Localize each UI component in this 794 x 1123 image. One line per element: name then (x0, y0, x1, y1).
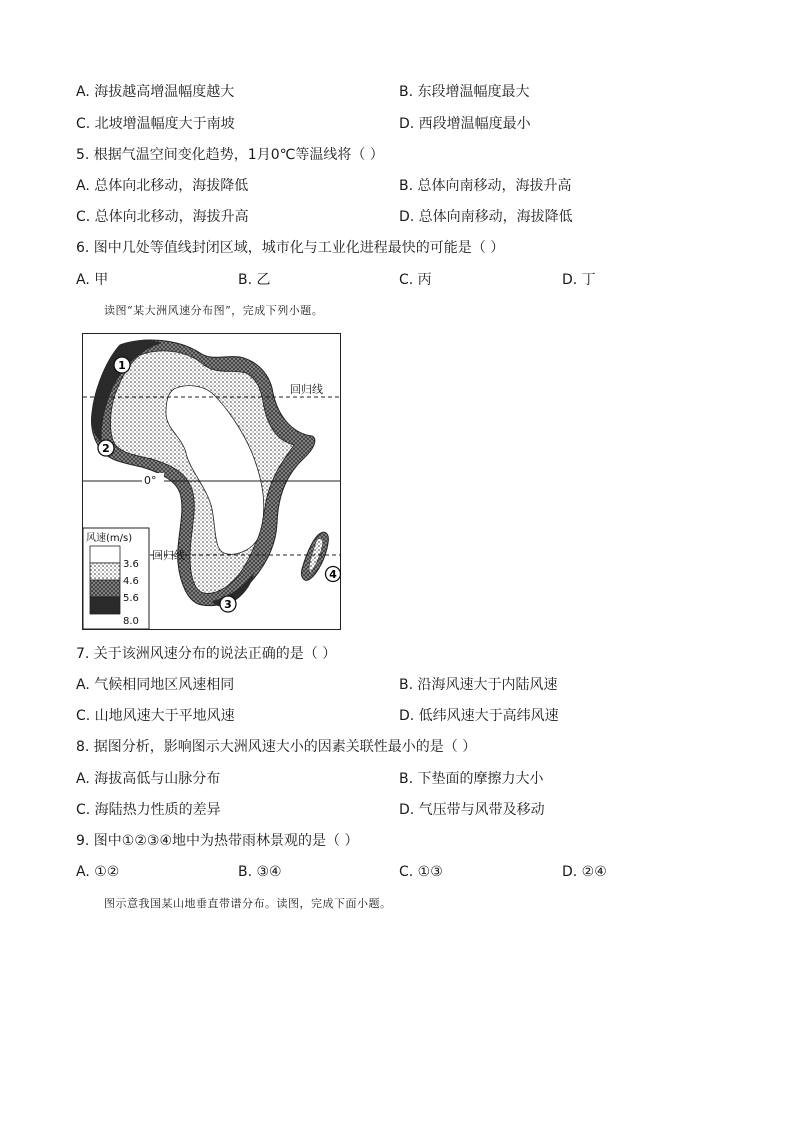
marker-3 (220, 596, 236, 612)
map-legend (83, 528, 149, 629)
q9-option-d: D. ②④ (562, 864, 607, 880)
legend-value-2: 4.6 (123, 576, 139, 587)
q8-option-a: A. 海拔高低与山脉分布 (76, 771, 221, 787)
equator-label: 0° (144, 474, 157, 487)
q9-stem: 9. 图中①②③④地中为热带雨林景观的是（ ） (76, 833, 359, 849)
q6-option-c: C. 丙 (399, 272, 432, 288)
marker-2 (98, 440, 114, 456)
q6-option-a: A. 甲 (76, 272, 109, 288)
q5-option-a: A. 总体向北移动，海拔降低 (76, 178, 249, 194)
q5-stem: 5. 根据气温空间变化趋势，1月0℃等温线将（ ） (76, 147, 384, 163)
q9-option-a: A. ①② (76, 864, 120, 880)
q5-option-b: B. 总体向南移动，海拔升高 (399, 178, 572, 194)
legend-value-1: 3.6 (123, 559, 139, 570)
legend-swatch-white (90, 546, 120, 563)
q7-option-a: A. 气候相同地区风速相同 (76, 677, 235, 693)
q7-option-c: C. 山地风速大于平地风速 (76, 708, 235, 724)
q7-option-b: B. 沿海风速大于内陆风速 (399, 677, 558, 693)
marker-4 (326, 567, 341, 582)
svg-text:3: 3 (224, 598, 232, 611)
legend-swatch-dotted (90, 563, 120, 580)
q5-option-c: C. 总体向北移动，海拔升高 (76, 209, 249, 225)
legend-swatch-crosshatch (90, 580, 120, 597)
tropic-north-label: 回归线 (290, 383, 323, 396)
legend-swatch-dark (90, 597, 120, 614)
q7-option-d: D. 低纬风速大于高纬风速 (399, 708, 559, 724)
legend-value-4: 8.0 (123, 616, 139, 627)
figure-intro: 读图“某大洲风速分布图”，完成下列小题。 (104, 304, 324, 317)
svg-text:4: 4 (329, 568, 337, 581)
q8-stem: 8. 据图分析，影响图示大洲风速大小的因素关联性最小的是（ ） (76, 739, 477, 755)
tropic-south-label: 回归线 (152, 549, 185, 562)
legend-value-3: 5.6 (123, 593, 139, 604)
q8-option-d: D. 气压带与风带及移动 (399, 802, 545, 818)
svg-text:2: 2 (102, 442, 110, 455)
q5-option-d: D. 总体向南移动，海拔降低 (399, 209, 573, 225)
q6-stem: 6. 图中几处等值线封闭区域，城市化与工业化进程最快的可能是（ ） (76, 240, 505, 256)
legend-title: 风速(m/s) (86, 533, 133, 544)
q6-option-b: B. 乙 (238, 272, 271, 288)
q4-option-d: D. 西段增温幅度最小 (399, 116, 531, 132)
q8-option-b: B. 下垫面的摩擦力大小 (399, 771, 544, 787)
q6-option-d: D. 丁 (562, 272, 596, 288)
q9-option-b: B. ③④ (238, 864, 282, 880)
q4-option-c: C. 北坡增温幅度大于南坡 (76, 116, 235, 132)
q4-option-a: A. 海拔越高增温幅度越大 (76, 84, 235, 100)
marker-1 (114, 357, 130, 373)
wind-speed-map (82, 333, 341, 630)
q4-option-b: B. 东段增温幅度最大 (399, 84, 530, 100)
svg-text:1: 1 (118, 359, 126, 372)
q9-option-c: C. ①③ (399, 864, 443, 880)
next-figure-intro: 图示意我国某山地垂直带谱分布。读图，完成下面小题。 (104, 897, 392, 910)
q7-stem: 7. 关于该洲风速分布的说法正确的是（ ） (76, 646, 337, 662)
q8-option-c: C. 海陆热力性质的差异 (76, 802, 221, 818)
